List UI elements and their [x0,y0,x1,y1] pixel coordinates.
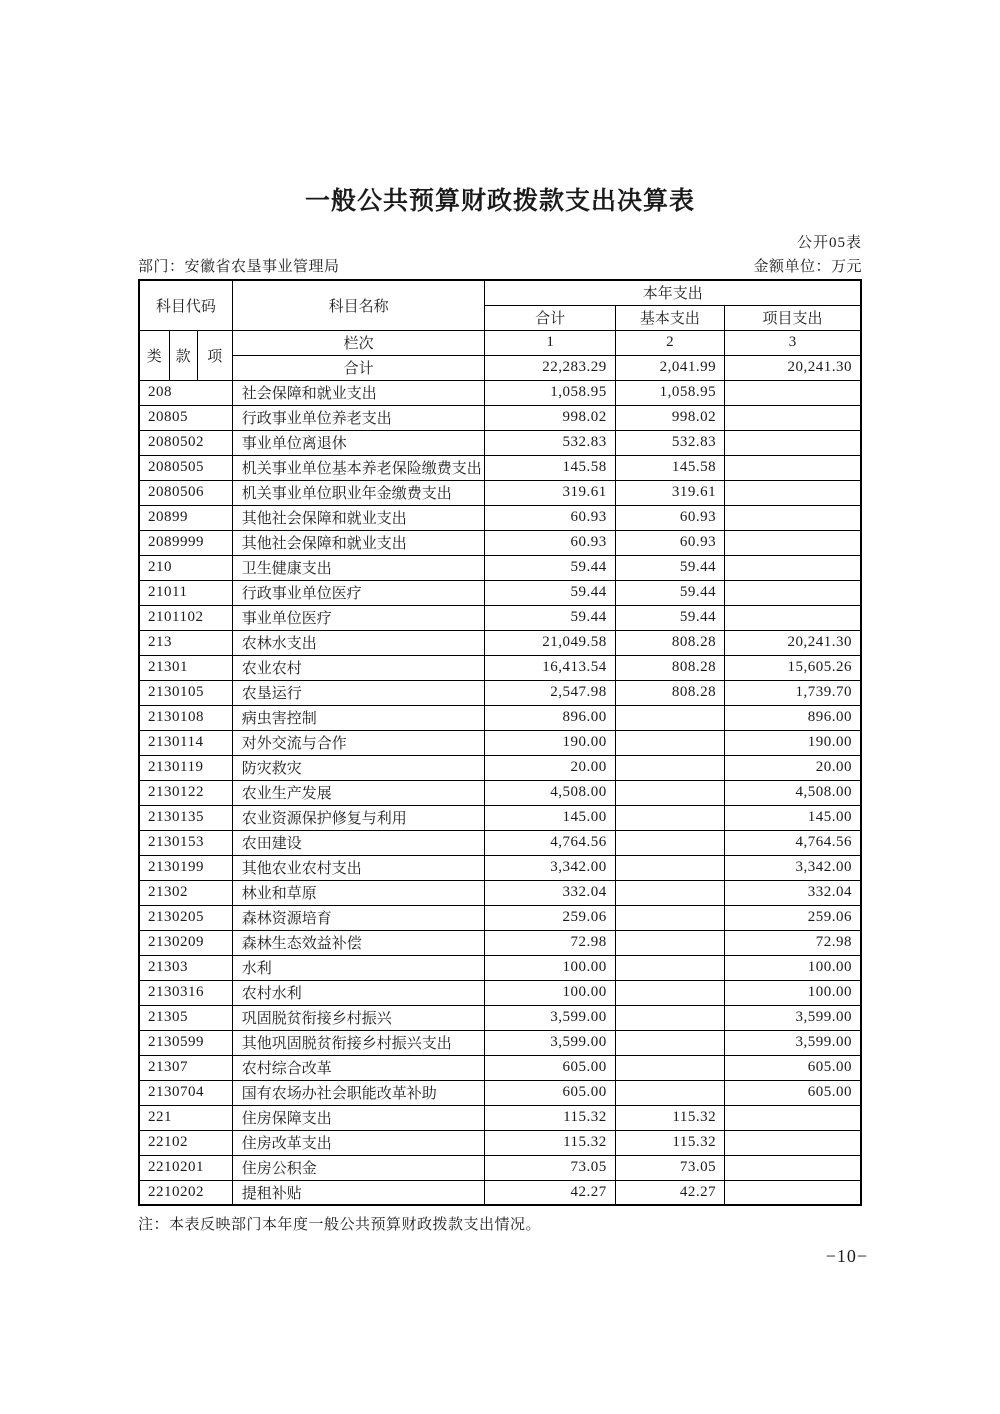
total-value-cell: 59.44 [485,555,615,580]
project-value-cell: 332.04 [725,880,861,905]
basic-value-cell [615,1055,724,1080]
total-value-cell: 998.02 [485,405,615,430]
basic-value-cell [615,705,724,730]
subject-name-cell: 农业资源保护修复与利用 [232,805,485,830]
project-column-header: 项目支出 [725,305,861,330]
subject-name-cell: 提租补贴 [232,1180,485,1205]
subject-code-cell: 2130122 [139,780,232,805]
basic-value-cell: 59.44 [615,605,724,630]
page-number: −10− [825,1246,868,1266]
subject-code-cell: 2089999 [139,530,232,555]
total-value-cell: 100.00 [485,955,615,980]
basic-value-cell: 808.28 [615,630,724,655]
project-value-cell [725,405,861,430]
total-value-cell: 60.93 [485,505,615,530]
table-header-group [139,280,861,380]
basic-value-cell [615,805,724,830]
header-row-3 [139,330,861,355]
table-row [139,555,861,580]
year-expenditure-header: 本年支出 [485,280,861,305]
expenditure-table [138,279,862,1206]
table-row [139,1130,861,1155]
subject-name-cell: 住房保障支出 [232,1105,485,1130]
subject-name-cell: 农垦运行 [232,680,485,705]
project-value-cell: 3,599.00 [725,1005,861,1030]
project-value-cell: 100.00 [725,980,861,1005]
table-row [139,655,861,680]
project-value-cell: 20.00 [725,755,861,780]
basic-value-cell [615,955,724,980]
table-row [139,1080,861,1105]
subject-code-cell: 21302 [139,880,232,905]
project-value-cell: 1,739.70 [725,680,861,705]
subject-name-cell: 其他社会保障和就业支出 [232,530,485,555]
subject-name-cell: 机关事业单位职业年金缴费支出 [232,480,485,505]
table-row [139,805,861,830]
subject-name-cell: 对外交流与合作 [232,730,485,755]
subject-code-cell: 2130153 [139,830,232,855]
subject-code-cell: 221 [139,1105,232,1130]
grand-total-row [139,355,861,380]
subject-code-cell: 21303 [139,955,232,980]
table-row [139,1030,861,1055]
subject-code-cell: 22102 [139,1130,232,1155]
column-index-1: 1 [485,330,615,355]
total-value-cell: 4,508.00 [485,780,615,805]
subject-code-cell: 2080506 [139,480,232,505]
subject-name-cell: 防灾救灾 [232,755,485,780]
basic-value-cell [615,905,724,930]
project-value-cell [725,380,861,405]
basic-value-cell: 532.83 [615,430,724,455]
table-row [139,530,861,555]
subject-code-cell: 21011 [139,580,232,605]
subject-code-header: 科目代码 [139,280,232,330]
project-value-cell [725,505,861,530]
project-value-cell [725,1155,861,1180]
subject-name-cell: 森林资源培育 [232,905,485,930]
subject-name-cell: 农村综合改革 [232,1055,485,1080]
subject-name-cell: 社会保障和就业支出 [232,380,485,405]
subject-name-cell: 住房改革支出 [232,1130,485,1155]
project-value-cell: 259.06 [725,905,861,930]
subject-code-cell: 21305 [139,1005,232,1030]
grand-total-total: 22,283.29 [485,355,615,380]
total-value-cell: 73.05 [485,1155,615,1180]
basic-value-cell: 115.32 [615,1130,724,1155]
total-value-cell: 605.00 [485,1080,615,1105]
project-value-cell: 3,342.00 [725,855,861,880]
subject-name-cell: 农田建设 [232,830,485,855]
column-index-label: 栏次 [232,330,485,355]
total-value-cell: 319.61 [485,480,615,505]
table-row [139,855,861,880]
project-value-cell: 605.00 [725,1055,861,1080]
project-value-cell: 72.98 [725,930,861,955]
total-value-cell: 332.04 [485,880,615,905]
basic-value-cell: 59.44 [615,580,724,605]
department-label: 部门：安徽省农垦事业管理局 [138,259,340,275]
subject-code-cell: 213 [139,630,232,655]
project-value-cell [725,1105,861,1130]
project-value-cell [725,430,861,455]
total-value-cell: 42.27 [485,1180,615,1205]
column-index-3: 3 [725,330,861,355]
table-row [139,980,861,1005]
subject-name-cell: 农村水利 [232,980,485,1005]
subject-code-cell: 2101102 [139,605,232,630]
basic-value-cell: 998.02 [615,405,724,430]
table-row [139,1005,861,1030]
table-row [139,380,861,405]
section-header: 款 [169,330,197,380]
total-value-cell: 4,764.56 [485,830,615,855]
total-value-cell: 145.00 [485,805,615,830]
subject-name-cell: 农林水支出 [232,630,485,655]
total-value-cell: 59.44 [485,580,615,605]
grand-total-label: 合计 [232,355,485,380]
subject-code-cell: 2130105 [139,680,232,705]
basic-value-cell [615,830,724,855]
subject-name-cell: 农业农村 [232,655,485,680]
subject-name-cell: 森林生态效益补偿 [232,930,485,955]
basic-value-cell [615,1080,724,1105]
basic-value-cell [615,1030,724,1055]
project-value-cell [725,480,861,505]
subject-name-header: 科目名称 [232,280,485,330]
total-value-cell: 72.98 [485,930,615,955]
total-value-cell: 3,599.00 [485,1005,615,1030]
project-value-cell [725,530,861,555]
total-value-cell: 3,599.00 [485,1030,615,1055]
subject-name-cell: 其他巩固脱贫衔接乡村振兴支出 [232,1030,485,1055]
subject-code-cell: 2130135 [139,805,232,830]
basic-value-cell [615,730,724,755]
subject-code-cell: 2210202 [139,1180,232,1205]
table-row [139,780,861,805]
project-value-cell: 4,764.56 [725,830,861,855]
total-value-cell: 21,049.58 [485,630,615,655]
table-row [139,755,861,780]
basic-value-cell: 59.44 [615,555,724,580]
basic-value-cell: 42.27 [615,1180,724,1205]
total-value-cell: 115.32 [485,1130,615,1155]
table-row [139,605,861,630]
project-value-cell [725,555,861,580]
column-index-2: 2 [615,330,724,355]
basic-value-cell: 1,058.95 [615,380,724,405]
form-number-label: 公开05表 [796,235,862,251]
basic-value-cell [615,980,724,1005]
total-value-cell: 2,547.98 [485,680,615,705]
total-value-cell: 145.58 [485,455,615,480]
table-note: 注：本表反映部门本年度一般公共预算财政拨款支出情况。 [138,1217,542,1233]
table-row [139,405,861,430]
table-row [139,705,861,730]
meta-row [138,255,862,276]
basic-column-header: 基本支出 [615,305,724,330]
project-value-cell: 145.00 [725,805,861,830]
basic-value-cell: 808.28 [615,655,724,680]
table-row [139,830,861,855]
subject-name-cell: 其他农业农村支出 [232,855,485,880]
total-value-cell: 896.00 [485,705,615,730]
total-value-cell: 259.06 [485,905,615,930]
total-value-cell: 532.83 [485,430,615,455]
basic-value-cell: 60.93 [615,530,724,555]
total-value-cell: 59.44 [485,605,615,630]
basic-value-cell: 808.28 [615,680,724,705]
total-value-cell: 16,413.54 [485,655,615,680]
subject-code-cell: 20899 [139,505,232,530]
table-body [139,380,861,1205]
project-value-cell: 100.00 [725,955,861,980]
subject-code-cell: 2130599 [139,1030,232,1055]
subject-name-cell: 林业和草原 [232,880,485,905]
subject-name-cell: 行政事业单位医疗 [232,580,485,605]
grand-total-basic: 2,041.99 [615,355,724,380]
total-value-cell: 20.00 [485,755,615,780]
subject-name-cell: 机关事业单位基本养老保险缴费支出 [232,455,485,480]
subject-code-cell: 2130209 [139,930,232,955]
subject-name-cell: 行政事业单位养老支出 [232,405,485,430]
table-row [139,955,861,980]
basic-value-cell [615,755,724,780]
subject-code-cell: 2130108 [139,705,232,730]
basic-value-cell [615,780,724,805]
project-value-cell: 3,599.00 [725,1030,861,1055]
page-title: 一般公共预算财政拨款支出决算表 [304,187,695,215]
project-value-cell: 896.00 [725,705,861,730]
subject-name-cell: 巩固脱贫衔接乡村振兴 [232,1005,485,1030]
subject-code-cell: 2130205 [139,905,232,930]
subject-code-cell: 2080502 [139,430,232,455]
basic-value-cell: 319.61 [615,480,724,505]
total-value-cell: 60.93 [485,530,615,555]
table-row [139,930,861,955]
project-value-cell [725,580,861,605]
total-value-cell: 605.00 [485,1055,615,1080]
project-value-cell [725,1180,861,1205]
subject-name-cell: 事业单位离退休 [232,430,485,455]
table-row [139,730,861,755]
total-column-header: 合计 [485,305,615,330]
basic-value-cell [615,930,724,955]
item-header: 项 [197,330,232,380]
basic-value-cell: 115.32 [615,1105,724,1130]
project-value-cell: 15,605.26 [725,655,861,680]
subject-name-cell: 住房公积金 [232,1155,485,1180]
total-value-cell: 115.32 [485,1105,615,1130]
table-row [139,580,861,605]
project-value-cell: 605.00 [725,1080,861,1105]
basic-value-cell [615,1005,724,1030]
project-value-cell [725,455,861,480]
subject-code-cell: 20805 [139,405,232,430]
class-header: 类 [139,330,169,380]
grand-total-project: 20,241.30 [725,355,861,380]
amount-unit-label: 金额单位：万元 [753,259,862,275]
header-row-1 [139,280,861,305]
table-row [139,905,861,930]
total-value-cell: 190.00 [485,730,615,755]
subject-code-cell: 208 [139,380,232,405]
table-row [139,455,861,480]
subject-code-cell: 2130119 [139,755,232,780]
subject-code-cell: 2130704 [139,1080,232,1105]
subject-code-cell: 210 [139,555,232,580]
subject-code-cell: 2080505 [139,455,232,480]
project-value-cell [725,1130,861,1155]
subject-name-cell: 国有农场办社会职能改革补助 [232,1080,485,1105]
subject-name-cell: 其他社会保障和就业支出 [232,505,485,530]
subject-name-cell: 农业生产发展 [232,780,485,805]
total-value-cell: 3,342.00 [485,855,615,880]
subject-code-cell: 2210201 [139,1155,232,1180]
basic-value-cell: 145.58 [615,455,724,480]
subject-code-cell: 2130316 [139,980,232,1005]
subject-code-cell: 21301 [139,655,232,680]
table-row [139,1155,861,1180]
subject-code-cell: 2130114 [139,730,232,755]
table-row [139,1055,861,1080]
subject-name-cell: 卫生健康支出 [232,555,485,580]
basic-value-cell [615,880,724,905]
table-row [139,1105,861,1130]
project-value-cell [725,605,861,630]
project-value-cell: 4,508.00 [725,780,861,805]
table-row [139,880,861,905]
subject-name-cell: 水利 [232,955,485,980]
project-value-cell: 190.00 [725,730,861,755]
total-value-cell: 100.00 [485,980,615,1005]
table-row [139,505,861,530]
basic-value-cell: 73.05 [615,1155,724,1180]
subject-code-cell: 21307 [139,1055,232,1080]
subject-name-cell: 病虫害控制 [232,705,485,730]
basic-value-cell [615,855,724,880]
project-value-cell: 20,241.30 [725,630,861,655]
table-row [139,630,861,655]
basic-value-cell: 60.93 [615,505,724,530]
subject-code-cell: 2130199 [139,855,232,880]
table-row [139,430,861,455]
document-content [138,0,862,1234]
table-row [139,480,861,505]
subject-name-cell: 事业单位医疗 [232,605,485,630]
table-row [139,680,861,705]
total-value-cell: 1,058.95 [485,380,615,405]
table-row [139,1180,861,1205]
